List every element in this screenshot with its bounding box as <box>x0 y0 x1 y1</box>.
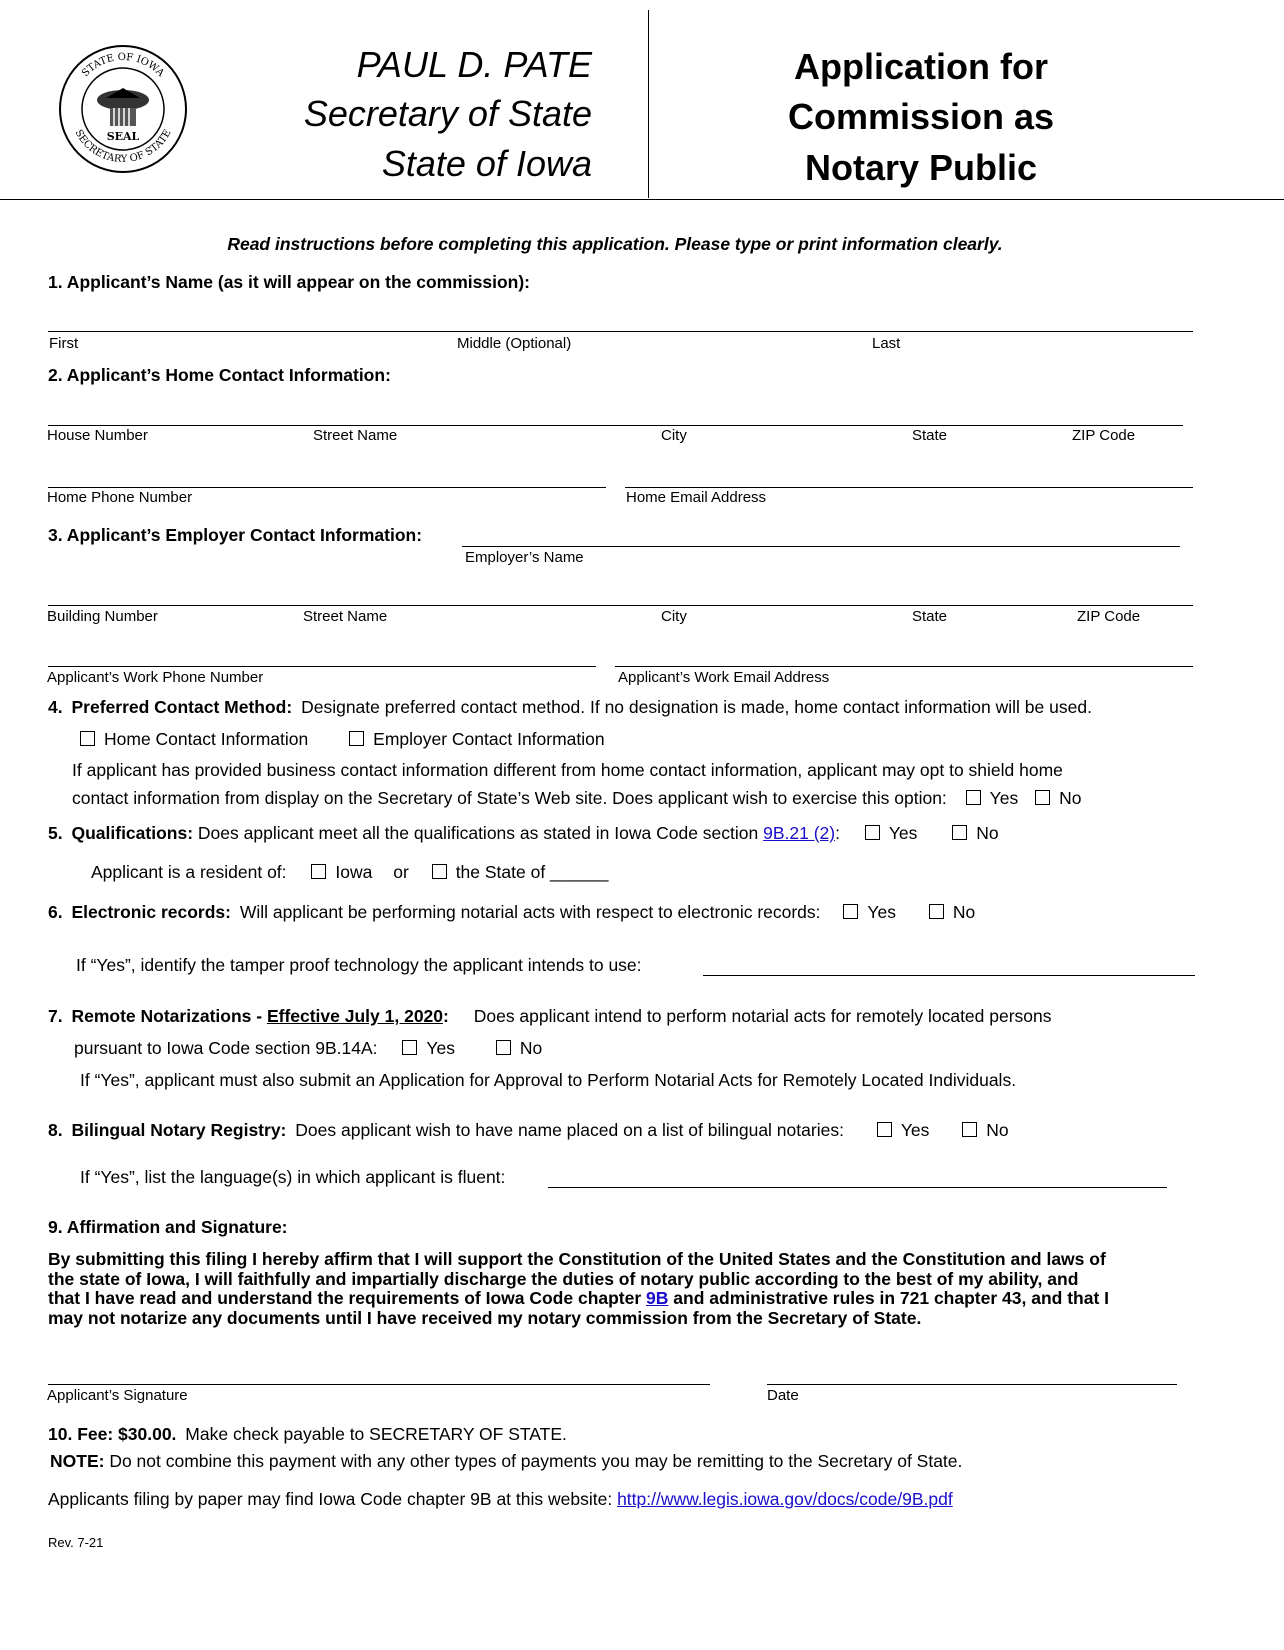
employer-name-label: Employer’s Name <box>465 549 584 566</box>
s9-heading: 9. Affirmation and Signature: <box>48 1217 288 1237</box>
qualify-no-checkbox[interactable] <box>952 825 967 840</box>
zip-label: ZIP Code <box>1072 427 1136 444</box>
resident-label: Applicant is a resident of: <box>91 862 287 882</box>
s5-heading: Qualifications: <box>71 823 194 843</box>
emp-city-label: City <box>661 608 687 625</box>
resident-iowa-checkbox[interactable] <box>311 864 326 879</box>
official-title: Secretary of State <box>303 93 592 134</box>
remote-yes-label: Yes <box>426 1038 455 1058</box>
bilingual-no-checkbox[interactable] <box>962 1122 977 1137</box>
emp-zip-label: ZIP Code <box>1077 608 1141 625</box>
aff-line3b: and administrative rules in 721 chapter 43, and that I <box>673 1288 1109 1308</box>
shield-yes-label: Yes <box>989 788 1019 808</box>
tech-field[interactable] <box>703 975 1195 976</box>
state-label: State <box>912 427 948 444</box>
aff-line4: may not notarize any documents until I have received my notary commission from the Secretary of State. <box>48 1307 922 1328</box>
shield-no-label: No <box>1059 788 1082 808</box>
s4-shield-line2: contact information from display on the Secretary of State’s Web site. Does applicant wish to exercise this option: <box>72 788 947 808</box>
s7-colon: : <box>443 1006 449 1026</box>
s7-effective: Effective July 1, 2020 <box>266 1006 444 1026</box>
seal-outer-text: STATE OF IOWA <box>80 51 166 80</box>
signature-field[interactable] <box>48 1384 710 1385</box>
s6-num: 6. <box>48 902 63 922</box>
employer-contact-label: Employer Contact Information <box>373 729 605 749</box>
electronic-no-checkbox[interactable] <box>929 904 944 919</box>
code-9b-url-link[interactable]: http://www.legis.iowa.gov/docs/code/9B.pdf <box>617 1489 953 1509</box>
home-email-field[interactable] <box>625 487 1193 488</box>
s5-num: 5. <box>48 823 63 843</box>
resident-or: or <box>393 862 409 882</box>
s8-heading: Bilingual Notary Registry: <box>71 1120 287 1140</box>
s5-text: Does applicant meet all the qualifications as stated in Iowa Code section <box>197 823 759 843</box>
official-name: PAUL D. PATE <box>356 44 592 85</box>
city-label: City <box>661 427 687 444</box>
date-field[interactable] <box>767 1384 1177 1385</box>
home-phone-field[interactable] <box>48 487 606 488</box>
seal-inner-text: SECRETARY OF STATE <box>72 127 174 166</box>
middle-label: Middle (Optional) <box>457 335 572 352</box>
work-email-field[interactable] <box>615 666 1193 667</box>
house-number-label: House Number <box>47 427 148 444</box>
code-9b21-link[interactable]: 9B.21 (2) <box>763 823 836 843</box>
s7-note: If “Yes”, applicant must also submit an Application for Approval to Perform Notarial Acts for Remotely Located Individuals. <box>80 1070 1017 1090</box>
resident-other-label: the State of ______ <box>455 862 609 882</box>
s8-text: Does applicant wish to have name placed on a list of bilingual notaries: <box>295 1120 844 1140</box>
languages-field[interactable] <box>548 1187 1167 1188</box>
electronic-yes-checkbox[interactable] <box>843 904 858 919</box>
s4-shield-line1: If applicant has provided business contact information different from home contact information, applicant may opt to shield home <box>72 760 1063 780</box>
work-email-label: Applicant’s Work Email Address <box>618 669 830 686</box>
revision: Rev. 7-21 <box>48 1535 104 1550</box>
s10-text: Make check payable to SECRETARY OF STATE. <box>185 1424 567 1444</box>
last-label: Last <box>872 335 901 352</box>
electronic-no-label: No <box>952 902 976 922</box>
instructions: Read instructions before completing this application. Please type or print information clearly. <box>227 234 1003 254</box>
qualify-no-label: No <box>976 823 999 843</box>
home-phone-label: Home Phone Number <box>47 489 193 506</box>
remote-no-label: No <box>519 1038 543 1058</box>
state-seal <box>58 42 188 176</box>
s4-heading: Preferred Contact Method: <box>71 697 293 717</box>
s8-num: 8. <box>48 1120 63 1140</box>
employer-contact-checkbox[interactable] <box>349 731 364 746</box>
electronic-yes-label: Yes <box>867 902 896 922</box>
doc-title-line1: Application for <box>794 46 1048 87</box>
official-state: State of Iowa <box>381 143 592 184</box>
remote-no-checkbox[interactable] <box>496 1040 511 1055</box>
employer-address-field[interactable] <box>48 605 1193 606</box>
s10-heading: 10. Fee: $30.00. <box>48 1424 177 1444</box>
s4-text: Designate preferred contact method. If no designation is made, home contact information will be used. <box>301 697 1092 717</box>
s7-text: Does applicant intend to perform notarial acts for remotely located persons <box>473 1006 1052 1026</box>
bilingual-yes-label: Yes <box>900 1120 930 1140</box>
chapter-9b-link[interactable]: 9B <box>646 1288 669 1308</box>
s4-num: 4. <box>48 697 63 717</box>
shield-no-checkbox[interactable] <box>1035 790 1050 805</box>
street-label: Street Name <box>313 427 398 444</box>
name-field[interactable] <box>48 331 1193 332</box>
date-label: Date <box>767 1387 799 1404</box>
resident-other-checkbox[interactable] <box>432 864 447 879</box>
remote-yes-checkbox[interactable] <box>402 1040 417 1055</box>
emp-street-label: Street Name <box>303 608 388 625</box>
bilingual-no-label: No <box>986 1120 1009 1140</box>
resident-iowa-label: Iowa <box>335 862 373 882</box>
aff-line1: By submitting this filing I hereby affirm that I will support the Constitution of the United States and the Constitution and laws of <box>48 1249 1106 1269</box>
s2-heading: 2. Applicant’s Home Contact Information: <box>48 365 391 385</box>
signature-label: Applicant’s Signature <box>47 1387 188 1404</box>
first-label: First <box>49 335 79 352</box>
s5-colon: : <box>835 823 840 843</box>
work-phone-field[interactable] <box>48 666 596 667</box>
s6-tech-label: If “Yes”, identify the tamper proof technology the applicant intends to use: <box>76 955 642 975</box>
home-address-field[interactable] <box>48 425 1183 426</box>
employer-name-field[interactable] <box>462 546 1180 547</box>
aff-line3a: that I have read and understand the requirements of Iowa Code chapter <box>48 1288 642 1308</box>
note-label: NOTE: <box>50 1451 105 1471</box>
header-divider <box>648 10 649 198</box>
note-text: Do not combine this payment with any other types of payments you may be remitting to the Secretary of State. <box>109 1451 963 1471</box>
doc-title-line2: Commission as <box>787 96 1055 137</box>
home-email-label: Home Email Address <box>626 489 767 506</box>
work-phone-label: Applicant’s Work Phone Number <box>47 669 264 686</box>
home-contact-label: Home Contact Information <box>104 729 309 749</box>
s7-text2: pursuant to Iowa Code section 9B.14A: <box>74 1038 378 1058</box>
shield-yes-checkbox[interactable] <box>966 790 981 805</box>
emp-state-label: State <box>912 608 948 625</box>
qualify-yes-label: Yes <box>888 823 918 843</box>
home-contact-checkbox[interactable] <box>80 731 95 746</box>
s7-num: 7. <box>48 1006 63 1026</box>
s6-heading: Electronic records: <box>71 902 231 922</box>
s1-heading: 1. Applicant’s Name (as it will appear on the commission): <box>48 272 531 292</box>
building-number-label: Building Number <box>47 608 158 625</box>
seal-center-text: SEAL <box>106 130 140 143</box>
doc-title-line3: Notary Public <box>804 147 1038 188</box>
web-text: Applicants filing by paper may find Iowa Code chapter 9B at this website: <box>48 1489 613 1509</box>
aff-line2: the state of Iowa, I will faithfully and impartially discharge the duties of notary public according to the best of my ability, and <box>48 1268 1079 1289</box>
s8-lang-label: If “Yes”, list the language(s) in which applicant is fluent: <box>80 1167 506 1187</box>
s7-heading: Remote Notarizations - <box>71 1006 263 1026</box>
qualify-yes-checkbox[interactable] <box>865 825 880 840</box>
s6-text: Will applicant be performing notarial acts with respect to electronic records: <box>239 902 821 922</box>
bilingual-yes-checkbox[interactable] <box>877 1122 892 1137</box>
header-rule <box>0 199 1284 200</box>
s3-heading: 3. Applicant’s Employer Contact Information: <box>48 525 423 545</box>
